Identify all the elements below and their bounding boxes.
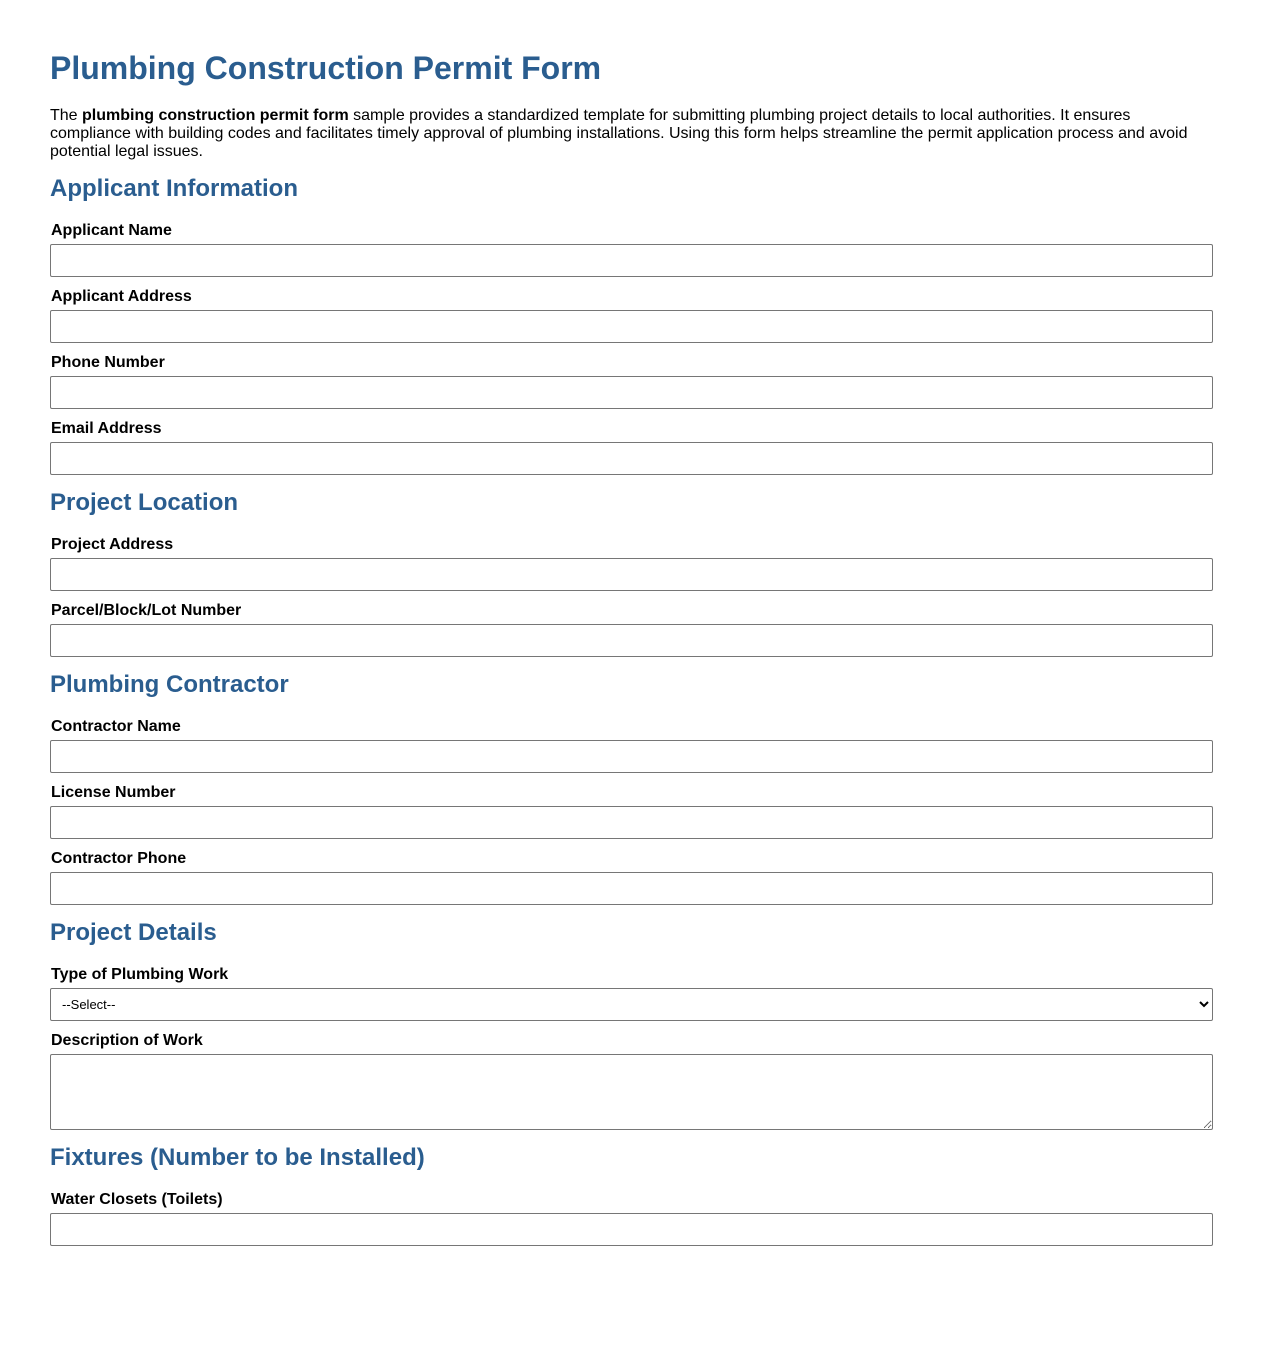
phone-number-input[interactable] (50, 376, 1213, 409)
section-details-heading: Project Details (50, 919, 217, 946)
applicant-name-input[interactable] (50, 244, 1213, 277)
work-type-label: Type of Plumbing Work (51, 966, 229, 983)
parcel-number-input[interactable] (50, 624, 1213, 657)
work-type-select[interactable] (50, 988, 1213, 1021)
contractor-phone-input[interactable] (50, 872, 1213, 905)
contractor-phone-label: Contractor Phone (51, 850, 187, 867)
email-address-label: Email Address (51, 420, 162, 437)
intro-prefix: The (50, 107, 83, 124)
applicant-name-label: Applicant Name (51, 222, 172, 239)
applicant-address-input[interactable] (50, 310, 1213, 343)
intro-bold: plumbing construction permit form (82, 107, 349, 124)
email-address-input[interactable] (50, 442, 1213, 475)
applicant-address-label: Applicant Address (51, 288, 192, 305)
project-address-label: Project Address (51, 536, 174, 553)
phone-number-label: Phone Number (51, 354, 165, 371)
section-contractor-heading: Plumbing Contractor (50, 671, 289, 698)
parcel-number-label: Parcel/Block/Lot Number (51, 602, 242, 619)
contractor-name-input[interactable] (50, 740, 1213, 773)
description-label: Description of Work (51, 1032, 203, 1049)
section-applicant-heading: Applicant Information (50, 175, 298, 202)
section-fixtures-heading: Fixtures (Number to be Installed) (50, 1144, 425, 1171)
page-title: Plumbing Construction Permit Form (50, 50, 602, 86)
water-closets-label: Water Closets (Toilets) (51, 1191, 223, 1208)
intro-paragraph (50, 107, 1213, 161)
intro-suffix: sample provides a standardized template for submitting plumbing project details to local authorities. It ensures compliance with building codes and facilitates timely approval of plumbing installations. Using this form helps streamline the permit application process and avoid potential legal issues. (50, 107, 1188, 160)
water-closets-input[interactable] (50, 1213, 1213, 1246)
contractor-name-label: Contractor Name (51, 718, 181, 735)
license-number-label: License Number (51, 784, 176, 801)
section-location-heading: Project Location (50, 489, 239, 516)
project-address-input[interactable] (50, 558, 1213, 591)
description-textarea[interactable] (50, 1054, 1213, 1130)
license-number-input[interactable] (50, 806, 1213, 839)
permit-form (50, 50, 1213, 1257)
